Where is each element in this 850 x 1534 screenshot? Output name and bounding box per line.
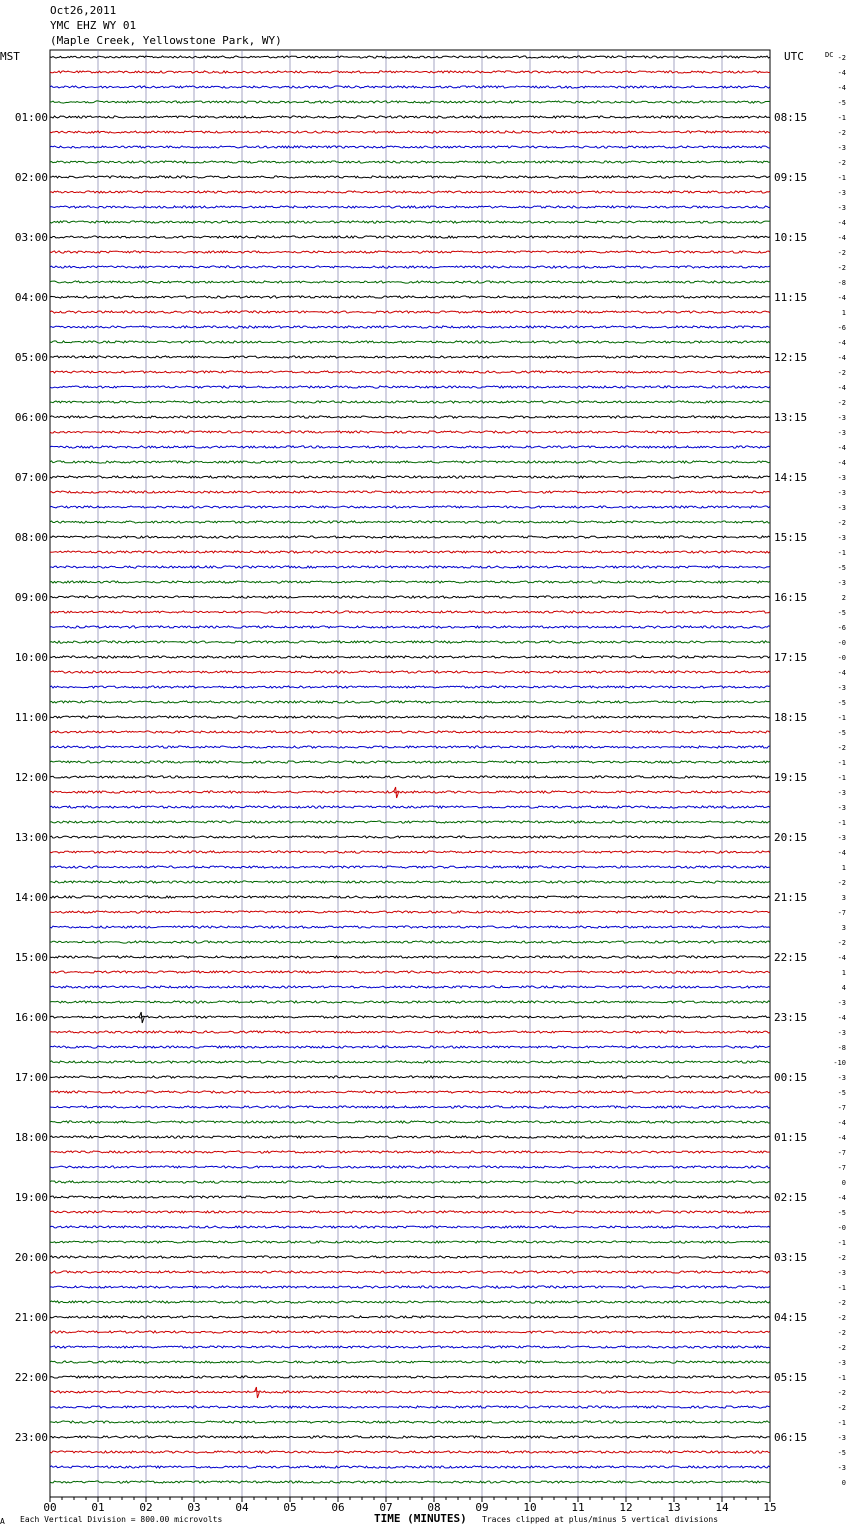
seismic-trace <box>50 1391 770 1393</box>
seismic-trace <box>50 1421 770 1423</box>
seismic-trace <box>50 1226 770 1228</box>
right-hour-label: 08:15 <box>774 111 808 124</box>
right-hour-label: 23:15 <box>774 1011 808 1024</box>
seismic-trace <box>50 356 770 358</box>
dc-offset-label: -2 <box>837 939 846 947</box>
dc-offset-label: -2 <box>837 1299 846 1307</box>
left-hour-label: 16:00 <box>14 1011 48 1024</box>
left-hour-label: 08:00 <box>14 531 48 544</box>
x-tick-label: 13 <box>667 1501 681 1514</box>
left-hour-label: 13:00 <box>14 831 48 844</box>
seismic-trace <box>50 806 770 808</box>
seismic-trace <box>50 536 770 538</box>
seismic-trace <box>50 1406 770 1408</box>
seismic-trace <box>50 101 770 103</box>
seismic-trace <box>50 116 770 118</box>
dc-offset-label: 0 <box>841 1479 846 1487</box>
seismic-trace <box>50 731 770 733</box>
dc-offset-label: -4 <box>837 354 846 362</box>
left-hour-label: 12:00 <box>14 771 48 784</box>
station-location: (Maple Creek, Yellowstone Park, WY) <box>50 34 282 47</box>
seismic-trace <box>50 251 770 253</box>
right-hour-label: 10:15 <box>774 231 808 244</box>
seismic-trace <box>50 491 770 493</box>
dc-offset-label: -1 <box>837 1419 846 1427</box>
dc-offset-label: -7 <box>837 1149 846 1157</box>
seismic-trace <box>50 1331 770 1333</box>
dc-offset-label: -5 <box>837 1209 846 1217</box>
seismic-trace <box>50 1436 770 1438</box>
dc-offset-label: -5 <box>837 99 846 107</box>
dc-offset-label: -0 <box>837 654 846 662</box>
dc-offset-label: -2 <box>837 264 846 272</box>
dc-offset-label: -8 <box>837 279 846 287</box>
dc-offset-label: -3 <box>837 1434 846 1442</box>
seismic-trace <box>50 761 770 763</box>
dc-offset-label: -5 <box>837 564 846 572</box>
x-tick-label: 14 <box>715 1501 729 1514</box>
dc-offset-label: -2 <box>837 129 846 137</box>
seismic-trace <box>50 686 770 688</box>
x-tick-label: 12 <box>619 1501 633 1514</box>
dc-offset-label: -1 <box>837 1374 846 1382</box>
dc-offset-label: -4 <box>837 219 846 227</box>
dc-offset-label: -4 <box>837 234 846 242</box>
dc-offset-label: -2 <box>837 1254 846 1262</box>
dc-offset-label: -3 <box>837 189 846 197</box>
seismic-trace <box>50 626 770 628</box>
dc-offset-label: -1 <box>837 774 846 782</box>
seismic-trace <box>50 176 770 178</box>
seismic-trace <box>50 851 770 853</box>
dc-offset-label: -4 <box>837 444 846 452</box>
seismic-trace <box>50 956 770 958</box>
x-tick-label: 01 <box>91 1501 105 1514</box>
seismic-trace <box>50 701 770 703</box>
right-hour-label: 13:15 <box>774 411 808 424</box>
dc-offset-label: -3 <box>837 504 846 512</box>
seismic-trace <box>50 206 770 208</box>
seismic-trace <box>50 1166 770 1168</box>
dc-offset-label: 4 <box>841 984 846 992</box>
x-tick-label: 03 <box>187 1501 201 1514</box>
seismic-trace <box>50 1136 770 1138</box>
left-hour-label: 14:00 <box>14 891 48 904</box>
seismic-trace <box>50 401 770 403</box>
dc-offset-label: -3 <box>837 789 846 797</box>
dc-offset-label: -3 <box>837 1029 846 1037</box>
left-hour-label: 07:00 <box>14 471 48 484</box>
x-tick-label: 08 <box>427 1501 441 1514</box>
left-hour-label: 15:00 <box>14 951 48 964</box>
seismic-trace <box>50 896 770 898</box>
seismic-trace <box>50 926 770 928</box>
right-hour-label: 14:15 <box>774 471 808 484</box>
seismic-trace <box>50 386 770 388</box>
dc-offset-label: 1 <box>841 864 846 872</box>
dc-offset-label: -3 <box>837 534 846 542</box>
seismic-trace <box>50 866 770 868</box>
seismic-trace <box>50 1001 770 1003</box>
station-code: YMC EHZ WY 01 <box>50 19 137 32</box>
x-tick-label: 07 <box>379 1501 393 1514</box>
seismic-trace <box>50 56 770 58</box>
left-timezone-label: MST <box>0 50 20 63</box>
right-hour-label: 00:15 <box>774 1071 808 1084</box>
seismic-trace <box>50 836 770 838</box>
dc-offset-label: -3 <box>837 489 846 497</box>
seismic-trace <box>50 821 770 823</box>
dc-offset-label: -3 <box>837 144 846 152</box>
seismic-trace <box>50 131 770 133</box>
seismic-trace <box>50 191 770 193</box>
seismic-trace <box>50 296 770 298</box>
dc-offset-label: -1 <box>837 759 846 767</box>
right-hour-label: 03:15 <box>774 1251 808 1264</box>
dc-offset-label: -2 <box>837 879 846 887</box>
dc-offset-label: -4 <box>837 669 846 677</box>
right-hour-label: 02:15 <box>774 1191 808 1204</box>
x-axis-label: TIME (MINUTES) <box>374 1512 467 1525</box>
seismic-trace <box>50 1061 770 1063</box>
dc-offset-label: -7 <box>837 909 846 917</box>
seismic-trace <box>50 1181 770 1183</box>
seismic-trace <box>50 341 770 343</box>
dc-offset-label: -3 <box>837 999 846 1007</box>
seismic-trace <box>50 461 770 463</box>
seismic-trace <box>50 281 770 283</box>
dc-offset-label: -4 <box>837 1014 846 1022</box>
right-hour-label: 05:15 <box>774 1371 808 1384</box>
left-hour-label: 06:00 <box>14 411 48 424</box>
right-hour-label: 20:15 <box>774 831 808 844</box>
left-hour-label: 11:00 <box>14 711 48 724</box>
dc-offset-label: 1 <box>841 969 846 977</box>
dc-offset-label: -4 <box>837 954 846 962</box>
x-tick-label: 15 <box>763 1501 777 1514</box>
seismic-trace <box>50 1106 770 1108</box>
seismic-trace <box>50 776 770 778</box>
seismic-trace <box>50 86 770 88</box>
dc-offset-label: -3 <box>837 684 846 692</box>
dc-offset-label: -3 <box>837 804 846 812</box>
dc-offset-label: -4 <box>837 294 846 302</box>
right-timezone-label: UTC <box>784 50 804 63</box>
scale-note: Each Vertical Division = 800.00 microvolts <box>20 1515 223 1524</box>
seismic-trace <box>50 941 770 943</box>
dc-offset-label: -0 <box>837 639 846 647</box>
dc-offset-label: -4 <box>837 84 846 92</box>
seismic-trace <box>50 1196 770 1198</box>
seismic-trace <box>50 611 770 613</box>
seismic-trace <box>50 1076 770 1078</box>
seismic-trace <box>50 266 770 268</box>
seismic-trace <box>50 566 770 568</box>
seismic-trace <box>50 146 770 148</box>
left-hour-label: 18:00 <box>14 1131 48 1144</box>
seismic-trace <box>50 596 770 598</box>
right-hour-label: 06:15 <box>774 1431 808 1444</box>
dc-offset-label: -2 <box>837 1329 846 1337</box>
seismic-trace <box>50 311 770 313</box>
dc-offset-label: -4 <box>837 384 846 392</box>
seismic-trace <box>50 236 770 238</box>
dc-offset-label: -1 <box>837 1284 846 1292</box>
seismic-trace <box>50 476 770 478</box>
right-hour-label: 19:15 <box>774 771 808 784</box>
dc-offset-label: -5 <box>837 1449 846 1457</box>
seismic-trace <box>50 986 770 988</box>
dc-offset-label: -2 <box>837 519 846 527</box>
seismic-trace <box>50 716 770 718</box>
x-tick-label: 10 <box>523 1501 537 1514</box>
dc-offset-label: -1 <box>837 549 846 557</box>
seismic-trace <box>50 1256 770 1258</box>
dc-offset-label: -7 <box>837 1164 846 1172</box>
seismic-trace <box>50 1346 770 1348</box>
dc-offset-label: -2 <box>837 54 846 62</box>
seismic-trace <box>50 1211 770 1213</box>
seismic-trace <box>50 1301 770 1303</box>
corner-mark: A <box>0 1517 5 1526</box>
seismic-trace <box>50 881 770 883</box>
dc-offset-label: -4 <box>837 849 846 857</box>
seismic-trace <box>50 1316 770 1318</box>
seismic-trace <box>50 1271 770 1273</box>
seismic-trace <box>50 1466 770 1468</box>
left-hour-label: 20:00 <box>14 1251 48 1264</box>
dc-offset-label: -3 <box>837 414 846 422</box>
right-hour-label: 09:15 <box>774 171 808 184</box>
seismic-trace <box>50 1481 770 1483</box>
dc-offset-label: -3 <box>837 204 846 212</box>
dc-offset-label: -0 <box>837 1224 846 1232</box>
dc-offset-label: -1 <box>837 174 846 182</box>
left-hour-label: 10:00 <box>14 651 48 664</box>
dc-offset-label: 0 <box>841 1179 846 1187</box>
dc-offset-label: -1 <box>837 714 846 722</box>
left-hour-label: 19:00 <box>14 1191 48 1204</box>
seismic-trace <box>50 746 770 748</box>
x-tick-label: 09 <box>475 1501 489 1514</box>
left-hour-label: 21:00 <box>14 1311 48 1324</box>
dc-offset-label: -4 <box>837 1194 846 1202</box>
seismic-trace <box>50 671 770 673</box>
seismic-trace <box>50 791 770 793</box>
x-tick-label: 06 <box>331 1501 345 1514</box>
seismic-trace <box>50 1091 770 1093</box>
right-hour-label: 21:15 <box>774 891 808 904</box>
dc-offset-label: -1 <box>837 114 846 122</box>
right-hour-label: 04:15 <box>774 1311 808 1324</box>
right-hour-label: 12:15 <box>774 351 808 364</box>
dc-offset-label: -2 <box>837 744 846 752</box>
dc-offset-label: -3 <box>837 1464 846 1472</box>
dc-offset-label: -3 <box>837 579 846 587</box>
dc-offset-label: -4 <box>837 459 846 467</box>
dc-offset-label: -3 <box>837 1074 846 1082</box>
left-hour-label: 09:00 <box>14 591 48 604</box>
seismic-trace <box>50 1031 770 1033</box>
seismic-trace <box>50 911 770 913</box>
dc-offset-label: -2 <box>837 1344 846 1352</box>
dc-offset-label: 2 <box>841 594 846 602</box>
x-tick-label: 11 <box>571 1501 585 1514</box>
seismic-trace <box>50 416 770 418</box>
dc-offset-label: -2 <box>837 1314 846 1322</box>
seismic-trace <box>50 1046 770 1048</box>
seismic-trace <box>50 1121 770 1123</box>
x-tick-label: 02 <box>139 1501 153 1514</box>
seismic-trace <box>50 1376 770 1378</box>
dc-offset-label: -2 <box>837 159 846 167</box>
dc-offset-label: -2 <box>837 1404 846 1412</box>
dc-offset-label: -3 <box>837 1359 846 1367</box>
seismic-trace <box>50 446 770 448</box>
dc-offset-label: -7 <box>837 1104 846 1112</box>
seismic-trace <box>50 431 770 433</box>
right-hour-label: 16:15 <box>774 591 808 604</box>
dc-offset-label: -4 <box>837 1134 846 1142</box>
dc-offset-label: -2 <box>837 369 846 377</box>
dc-offset-label: 3 <box>841 894 846 902</box>
dc-offset-label: -5 <box>837 609 846 617</box>
dc-offset-label: -3 <box>837 834 846 842</box>
right-hour-label: 18:15 <box>774 711 808 724</box>
left-hour-label: 04:00 <box>14 291 48 304</box>
right-hour-label: 15:15 <box>774 531 808 544</box>
seismic-trace <box>50 161 770 163</box>
x-tick-label: 05 <box>283 1501 297 1514</box>
seismic-trace <box>50 521 770 523</box>
dc-offset-label: -2 <box>837 399 846 407</box>
left-hour-label: 23:00 <box>14 1431 48 1444</box>
seismic-trace <box>50 1241 770 1243</box>
left-hour-label: 17:00 <box>14 1071 48 1084</box>
left-hour-label: 22:00 <box>14 1371 48 1384</box>
seismic-trace <box>50 1151 770 1153</box>
x-tick-label: 00 <box>43 1501 57 1514</box>
dc-offset-label: -1 <box>837 1239 846 1247</box>
dc-offset-label: -5 <box>837 1089 846 1097</box>
dc-offset-label: -3 <box>837 1269 846 1277</box>
seismic-trace <box>50 371 770 373</box>
seismic-trace <box>50 221 770 223</box>
left-hour-label: 02:00 <box>14 171 48 184</box>
dc-offset-label: -5 <box>837 699 846 707</box>
left-hour-label: 03:00 <box>14 231 48 244</box>
right-hour-label: 01:15 <box>774 1131 808 1144</box>
seismic-trace <box>50 641 770 643</box>
dc-offset-label: -4 <box>837 69 846 77</box>
seismic-trace <box>50 971 770 973</box>
right-hour-label: 22:15 <box>774 951 808 964</box>
x-tick-label: 04 <box>235 1501 249 1514</box>
dc-offset-label: -6 <box>837 324 846 332</box>
seismic-trace <box>50 551 770 553</box>
dc-offset-label: -1 <box>837 819 846 827</box>
left-hour-label: 05:00 <box>14 351 48 364</box>
dc-offset-label: -6 <box>837 624 846 632</box>
dc-header-label: DC <box>825 51 834 59</box>
dc-offset-label: -10 <box>833 1059 846 1067</box>
right-hour-label: 11:15 <box>774 291 808 304</box>
dc-offset-label: -2 <box>837 249 846 257</box>
dc-offset-label: -3 <box>837 429 846 437</box>
seismic-trace <box>50 581 770 583</box>
right-hour-label: 17:15 <box>774 651 808 664</box>
left-hour-label: 01:00 <box>14 111 48 124</box>
dc-offset-label: 1 <box>841 309 846 317</box>
dc-offset-label: -2 <box>837 1389 846 1397</box>
seismic-trace <box>50 326 770 328</box>
plot-date: Oct26,2011 <box>50 4 117 17</box>
dc-offset-label: -5 <box>837 729 846 737</box>
clip-note: Traces clipped at plus/minus 5 vertical divisions <box>482 1515 719 1524</box>
seismic-trace <box>50 506 770 508</box>
seismic-trace <box>50 71 770 73</box>
dc-offset-label: -4 <box>837 339 846 347</box>
seismic-trace <box>50 1451 770 1453</box>
dc-offset-label: -8 <box>837 1044 846 1052</box>
seismic-trace <box>50 1361 770 1363</box>
dc-offset-label: -3 <box>837 474 846 482</box>
seismic-trace <box>50 656 770 658</box>
seismic-trace <box>50 1016 770 1018</box>
seismic-trace <box>50 1286 770 1288</box>
dc-offset-label: 3 <box>841 924 846 932</box>
dc-offset-label: -4 <box>837 1119 846 1127</box>
